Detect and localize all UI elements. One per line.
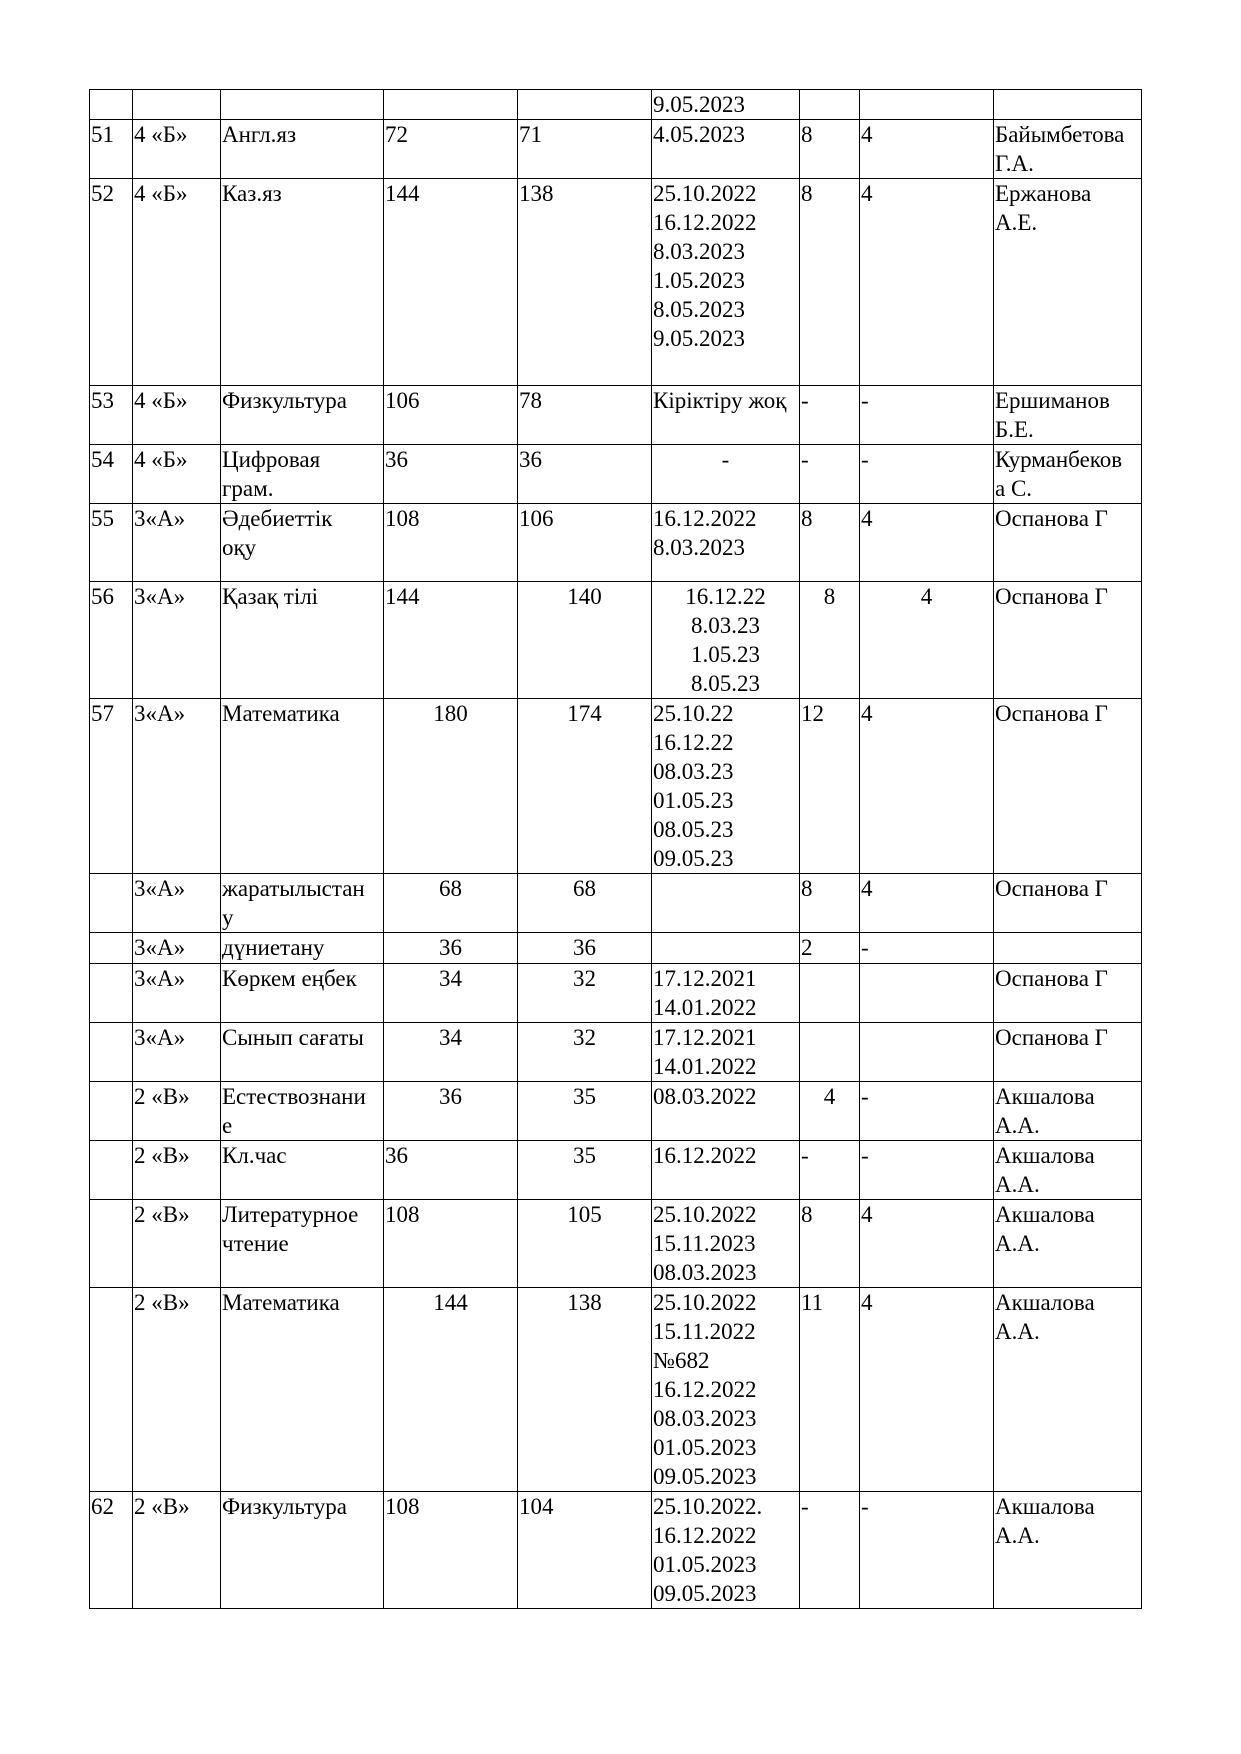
col-8-cell: 4 bbox=[860, 699, 994, 874]
teacher-cell: Оспанова Г bbox=[994, 582, 1142, 699]
row-number-cell bbox=[90, 1288, 133, 1492]
class-cell: 3«А» bbox=[133, 699, 221, 874]
planned-hours-cell: 72 bbox=[384, 120, 518, 179]
actual-hours-cell: 105 bbox=[518, 1200, 652, 1288]
dates-cell: 16.12.22 8.03.23 1.05.23 8.05.23 bbox=[652, 582, 800, 699]
col-7-cell: - bbox=[800, 1492, 860, 1609]
actual-hours-cell: 78 bbox=[518, 386, 652, 445]
actual-hours-cell: 32 bbox=[518, 1023, 652, 1082]
class-cell: 2 «В» bbox=[133, 1492, 221, 1609]
col-7-cell: - bbox=[800, 445, 860, 504]
row-number-cell: 56 bbox=[90, 582, 133, 699]
planned-hours-cell: 180 bbox=[384, 699, 518, 874]
col-8-cell: 4 bbox=[860, 504, 994, 582]
row-number-cell bbox=[90, 933, 133, 964]
table-row bbox=[90, 445, 1142, 504]
teacher-cell: Акшалова А.А. bbox=[994, 1288, 1142, 1492]
subject-cell: Кл.час bbox=[221, 1141, 384, 1200]
row-number-cell bbox=[90, 964, 133, 1023]
col-7-cell: 12 bbox=[800, 699, 860, 874]
col-8-cell bbox=[860, 90, 994, 120]
table-row bbox=[90, 582, 1142, 699]
subject-cell: Математика bbox=[221, 1288, 384, 1492]
subject-cell bbox=[221, 90, 384, 120]
subject-cell: Каз.яз bbox=[221, 179, 384, 386]
table-row bbox=[90, 1288, 1142, 1492]
col-7-cell: 8 bbox=[800, 504, 860, 582]
planned-hours-cell: 144 bbox=[384, 179, 518, 386]
col-8-cell bbox=[860, 1023, 994, 1082]
col-7-cell: - bbox=[800, 386, 860, 445]
planned-hours-cell: 68 bbox=[384, 874, 518, 933]
col-7-cell bbox=[800, 1023, 860, 1082]
subject-cell: Литературное чтение bbox=[221, 1200, 384, 1288]
planned-hours-cell: 36 bbox=[384, 933, 518, 964]
teacher-cell: Акшалова А.А. bbox=[994, 1082, 1142, 1141]
actual-hours-cell: 68 bbox=[518, 874, 652, 933]
col-7-cell: 8 bbox=[800, 1200, 860, 1288]
table-row bbox=[90, 1141, 1142, 1200]
class-cell: 2 «В» bbox=[133, 1200, 221, 1288]
dates-cell: 4.05.2023 bbox=[652, 120, 800, 179]
teacher-cell: Акшалова А.А. bbox=[994, 1141, 1142, 1200]
subject-cell: Көркем еңбек bbox=[221, 964, 384, 1023]
dates-cell: 9.05.2023 bbox=[652, 90, 800, 120]
col-7-cell: 8 bbox=[800, 874, 860, 933]
class-cell: 3«А» bbox=[133, 964, 221, 1023]
teacher-cell: Оспанова Г bbox=[994, 874, 1142, 933]
col-7-cell: 8 bbox=[800, 582, 860, 699]
dates-cell: 25.10.2022 15.11.2023 08.03.2023 bbox=[652, 1200, 800, 1288]
col-8-cell: - bbox=[860, 445, 994, 504]
table-row bbox=[90, 874, 1142, 933]
planned-hours-cell bbox=[384, 90, 518, 120]
actual-hours-cell: 35 bbox=[518, 1141, 652, 1200]
actual-hours-cell: 174 bbox=[518, 699, 652, 874]
subject-cell: дүниетану bbox=[221, 933, 384, 964]
row-number-cell bbox=[90, 1141, 133, 1200]
planned-hours-cell: 108 bbox=[384, 1200, 518, 1288]
class-cell: 3«А» bbox=[133, 582, 221, 699]
dates-cell: 17.12.2021 14.01.2022 bbox=[652, 1023, 800, 1082]
actual-hours-cell: 138 bbox=[518, 1288, 652, 1492]
col-8-cell: 4 bbox=[860, 874, 994, 933]
class-cell: 3«А» bbox=[133, 933, 221, 964]
dates-cell: 17.12.2021 14.01.2022 bbox=[652, 964, 800, 1023]
col-7-cell bbox=[800, 90, 860, 120]
dates-cell: 25.10.22 16.12.22 08.03.23 01.05.23 08.05.23 09.05.23 bbox=[652, 699, 800, 874]
col-7-cell: 2 bbox=[800, 933, 860, 964]
actual-hours-cell: 36 bbox=[518, 445, 652, 504]
teacher-cell: Оспанова Г bbox=[994, 1023, 1142, 1082]
teacher-cell: Курманбеков а С. bbox=[994, 445, 1142, 504]
row-number-cell bbox=[90, 1023, 133, 1082]
class-cell: 4 «Б» bbox=[133, 386, 221, 445]
subject-cell: Қазақ тілі bbox=[221, 582, 384, 699]
teacher-cell: Ершиманов Б.Е. bbox=[994, 386, 1142, 445]
col-7-cell: - bbox=[800, 1141, 860, 1200]
row-number-cell bbox=[90, 874, 133, 933]
planned-hours-cell: 36 bbox=[384, 1082, 518, 1141]
subject-cell: Әдебиеттік оқу bbox=[221, 504, 384, 582]
planned-hours-cell: 36 bbox=[384, 445, 518, 504]
subject-cell: Цифровая грам. bbox=[221, 445, 384, 504]
planned-hours-cell: 106 bbox=[384, 386, 518, 445]
table-row bbox=[90, 504, 1142, 582]
table-row bbox=[90, 1023, 1142, 1082]
col-7-cell: 11 bbox=[800, 1288, 860, 1492]
teacher-cell: Ержанова А.Е. bbox=[994, 179, 1142, 386]
actual-hours-cell: 140 bbox=[518, 582, 652, 699]
dates-cell: 16.12.2022 bbox=[652, 1141, 800, 1200]
col-8-cell bbox=[860, 964, 994, 1023]
actual-hours-cell bbox=[518, 90, 652, 120]
row-number-cell: 57 bbox=[90, 699, 133, 874]
teacher-cell bbox=[994, 933, 1142, 964]
class-cell: 4 «Б» bbox=[133, 445, 221, 504]
class-cell: 2 «В» bbox=[133, 1141, 221, 1200]
col-8-cell: 4 bbox=[860, 179, 994, 386]
col-8-cell: 4 bbox=[860, 1200, 994, 1288]
table-row bbox=[90, 699, 1142, 874]
teacher-cell: Акшалова А.А. bbox=[994, 1492, 1142, 1609]
subject-cell: Физкультура bbox=[221, 386, 384, 445]
subject-cell: Англ.яз bbox=[221, 120, 384, 179]
row-number-cell: 51 bbox=[90, 120, 133, 179]
col-7-cell: 4 bbox=[800, 1082, 860, 1141]
subject-cell: жаратылыстан у bbox=[221, 874, 384, 933]
row-number-cell: 55 bbox=[90, 504, 133, 582]
table-row bbox=[90, 964, 1142, 1023]
col-8-cell: - bbox=[860, 386, 994, 445]
subject-cell: Математика bbox=[221, 699, 384, 874]
table-row bbox=[90, 933, 1142, 964]
row-number-cell bbox=[90, 1200, 133, 1288]
teacher-cell: Оспанова Г bbox=[994, 964, 1142, 1023]
teacher-cell: Байымбетова Г.А. bbox=[994, 120, 1142, 179]
col-8-cell: - bbox=[860, 1492, 994, 1609]
class-cell bbox=[133, 90, 221, 120]
row-number-cell: 54 bbox=[90, 445, 133, 504]
class-cell: 3«А» bbox=[133, 874, 221, 933]
dates-cell bbox=[652, 933, 800, 964]
table-row bbox=[90, 120, 1142, 179]
row-number-cell bbox=[90, 1082, 133, 1141]
dates-cell: 16.12.2022 8.03.2023 bbox=[652, 504, 800, 582]
col-8-cell: - bbox=[860, 1141, 994, 1200]
subject-cell: Физкультура bbox=[221, 1492, 384, 1609]
row-number-cell: 52 bbox=[90, 179, 133, 386]
subject-cell: Естествознани е bbox=[221, 1082, 384, 1141]
class-cell: 2 «В» bbox=[133, 1288, 221, 1492]
dates-cell: 08.03.2022 bbox=[652, 1082, 800, 1141]
table-row bbox=[90, 386, 1142, 445]
planned-hours-cell: 144 bbox=[384, 582, 518, 699]
row-number-cell bbox=[90, 90, 133, 120]
actual-hours-cell: 32 bbox=[518, 964, 652, 1023]
teacher-cell bbox=[994, 90, 1142, 120]
class-cell: 3«А» bbox=[133, 504, 221, 582]
table-row bbox=[90, 90, 1142, 120]
table-row bbox=[90, 1082, 1142, 1141]
col-8-cell: 4 bbox=[860, 1288, 994, 1492]
subject-cell: Сынып сағаты bbox=[221, 1023, 384, 1082]
dates-cell: 25.10.2022 15.11.2022 №682 16.12.2022 08.03.2023 01.05.2023 09.05.2023 bbox=[652, 1288, 800, 1492]
class-cell: 4 «Б» bbox=[133, 120, 221, 179]
row-number-cell: 62 bbox=[90, 1492, 133, 1609]
class-cell: 4 «Б» bbox=[133, 179, 221, 386]
table-row bbox=[90, 1200, 1142, 1288]
row-number-cell: 53 bbox=[90, 386, 133, 445]
actual-hours-cell: 138 bbox=[518, 179, 652, 386]
planned-hours-cell: 108 bbox=[384, 504, 518, 582]
class-cell: 2 «В» bbox=[133, 1082, 221, 1141]
teacher-cell: Акшалова А.А. bbox=[994, 1200, 1142, 1288]
planned-hours-cell: 34 bbox=[384, 1023, 518, 1082]
col-8-cell: - bbox=[860, 933, 994, 964]
actual-hours-cell: 106 bbox=[518, 504, 652, 582]
lesson-plan-table bbox=[89, 89, 1142, 1609]
planned-hours-cell: 36 bbox=[384, 1141, 518, 1200]
col-8-cell: - bbox=[860, 1082, 994, 1141]
actual-hours-cell: 36 bbox=[518, 933, 652, 964]
dates-cell: 25.10.2022. 16.12.2022 01.05.2023 09.05.2023 bbox=[652, 1492, 800, 1609]
dates-cell bbox=[652, 874, 800, 933]
col-7-cell bbox=[800, 964, 860, 1023]
planned-hours-cell: 108 bbox=[384, 1492, 518, 1609]
col-7-cell: 8 bbox=[800, 179, 860, 386]
planned-hours-cell: 144 bbox=[384, 1288, 518, 1492]
col-8-cell: 4 bbox=[860, 582, 994, 699]
table-row bbox=[90, 1492, 1142, 1609]
table-row bbox=[90, 179, 1142, 386]
planned-hours-cell: 34 bbox=[384, 964, 518, 1023]
col-8-cell: 4 bbox=[860, 120, 994, 179]
actual-hours-cell: 35 bbox=[518, 1082, 652, 1141]
teacher-cell: Оспанова Г bbox=[994, 504, 1142, 582]
actual-hours-cell: 71 bbox=[518, 120, 652, 179]
dates-cell: 25.10.2022 16.12.2022 8.03.2023 1.05.2023 8.05.2023 9.05.2023 bbox=[652, 179, 800, 386]
class-cell: 3«А» bbox=[133, 1023, 221, 1082]
actual-hours-cell: 104 bbox=[518, 1492, 652, 1609]
dates-cell: Кіріктіру жоқ bbox=[652, 386, 800, 445]
teacher-cell: Оспанова Г bbox=[994, 699, 1142, 874]
table-body bbox=[90, 90, 1142, 1609]
col-7-cell: 8 bbox=[800, 120, 860, 179]
dates-cell: - bbox=[652, 445, 800, 504]
